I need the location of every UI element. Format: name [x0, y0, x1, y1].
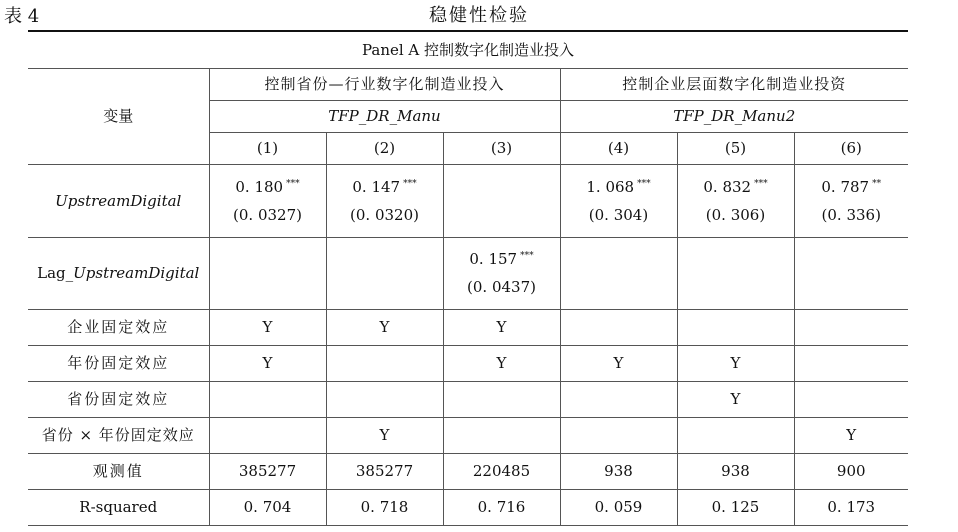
cell-6: [794, 309, 908, 345]
table-label: 表 4: [4, 6, 40, 27]
row-label: 省份 × 年份固定效应: [28, 417, 209, 453]
regression-table: [28, 30, 908, 526]
cell-3: 0. 157 *** (0. 0437): [443, 237, 560, 309]
cell-5: [677, 417, 794, 453]
row-year-fe: [28, 345, 908, 381]
col-header-4: (4): [560, 132, 677, 164]
cell-1: 0. 704: [209, 489, 326, 525]
cell-6: 0. 173: [794, 489, 908, 525]
table-title: 稳健性检验: [429, 5, 529, 26]
cell-6: Y: [794, 417, 908, 453]
col-header-6: (6): [794, 132, 908, 164]
cell-4: 1. 068 *** (0. 304): [560, 164, 677, 237]
row-prov-fe: [28, 381, 908, 417]
cell-6: [794, 381, 908, 417]
row-provyear-fe: [28, 417, 908, 453]
cell-4: [560, 417, 677, 453]
cell-5: 0. 125: [677, 489, 794, 525]
cell-4: [560, 381, 677, 417]
col-header-1: (1): [209, 132, 326, 164]
cell-1: [209, 417, 326, 453]
row-label: 年份固定效应: [28, 345, 209, 381]
cell-2: 0. 718: [326, 489, 443, 525]
cell-1: 385277: [209, 453, 326, 489]
cell-1: [209, 237, 326, 309]
cell-2: [326, 345, 443, 381]
cell-3: 220485: [443, 453, 560, 489]
row-label: Lag_UpstreamDigital: [28, 237, 209, 309]
row-upstream: [28, 164, 908, 237]
row-observations: [28, 453, 908, 489]
cell-1: Y: [209, 345, 326, 381]
cell-1: [209, 381, 326, 417]
row-label: R-squared: [28, 489, 209, 525]
cell-3: [443, 381, 560, 417]
cell-2: [326, 381, 443, 417]
cell-3: Y: [443, 345, 560, 381]
table-header: [0, 0, 958, 30]
cell-4: [560, 309, 677, 345]
col-header-3: (3): [443, 132, 560, 164]
group2-title: 控制企业层面数字化制造业投资: [560, 68, 908, 100]
cell-6: 900: [794, 453, 908, 489]
row-label: 观测值: [28, 453, 209, 489]
cell-4: 0. 059: [560, 489, 677, 525]
cell-4: 938: [560, 453, 677, 489]
cell-5: Y: [677, 345, 794, 381]
cell-6: [794, 237, 908, 309]
cell-5: Y: [677, 381, 794, 417]
cell-6: [794, 345, 908, 381]
cell-2: [326, 237, 443, 309]
cell-2: 385277: [326, 453, 443, 489]
cell-2: Y: [326, 417, 443, 453]
panel-title: Panel A 控制数字化制造业投入: [28, 31, 908, 68]
col-header-5: (5): [677, 132, 794, 164]
cell-1: Y: [209, 309, 326, 345]
cell-2: Y: [326, 309, 443, 345]
cell-3: [443, 417, 560, 453]
row-label: 企业固定效应: [28, 309, 209, 345]
cell-6: 0. 787 ** (0. 336): [794, 164, 908, 237]
cell-5: [677, 309, 794, 345]
cell-4: [560, 237, 677, 309]
group1-title: 控制省份—行业数字化制造业投入: [209, 68, 560, 100]
cell-5: 938: [677, 453, 794, 489]
row-lag: [28, 237, 908, 309]
var-header: 变量: [28, 68, 209, 164]
row-firm-fe: [28, 309, 908, 345]
cell-5: [677, 237, 794, 309]
cell-5: 0. 832 *** (0. 306): [677, 164, 794, 237]
col-header-2: (2): [326, 132, 443, 164]
cell-3: [443, 164, 560, 237]
group2-depvar: TFP_DR_Manu2: [560, 100, 908, 132]
cell-1: 0. 180 *** (0. 0327): [209, 164, 326, 237]
cell-4: Y: [560, 345, 677, 381]
cell-2: 0. 147 *** (0. 0320): [326, 164, 443, 237]
row-label: UpstreamDigital: [28, 164, 209, 237]
row-label: 省份固定效应: [28, 381, 209, 417]
cell-3: 0. 716: [443, 489, 560, 525]
cell-3: Y: [443, 309, 560, 345]
group1-depvar: TFP_DR_Manu: [209, 100, 560, 132]
row-r-squared: [28, 489, 908, 525]
